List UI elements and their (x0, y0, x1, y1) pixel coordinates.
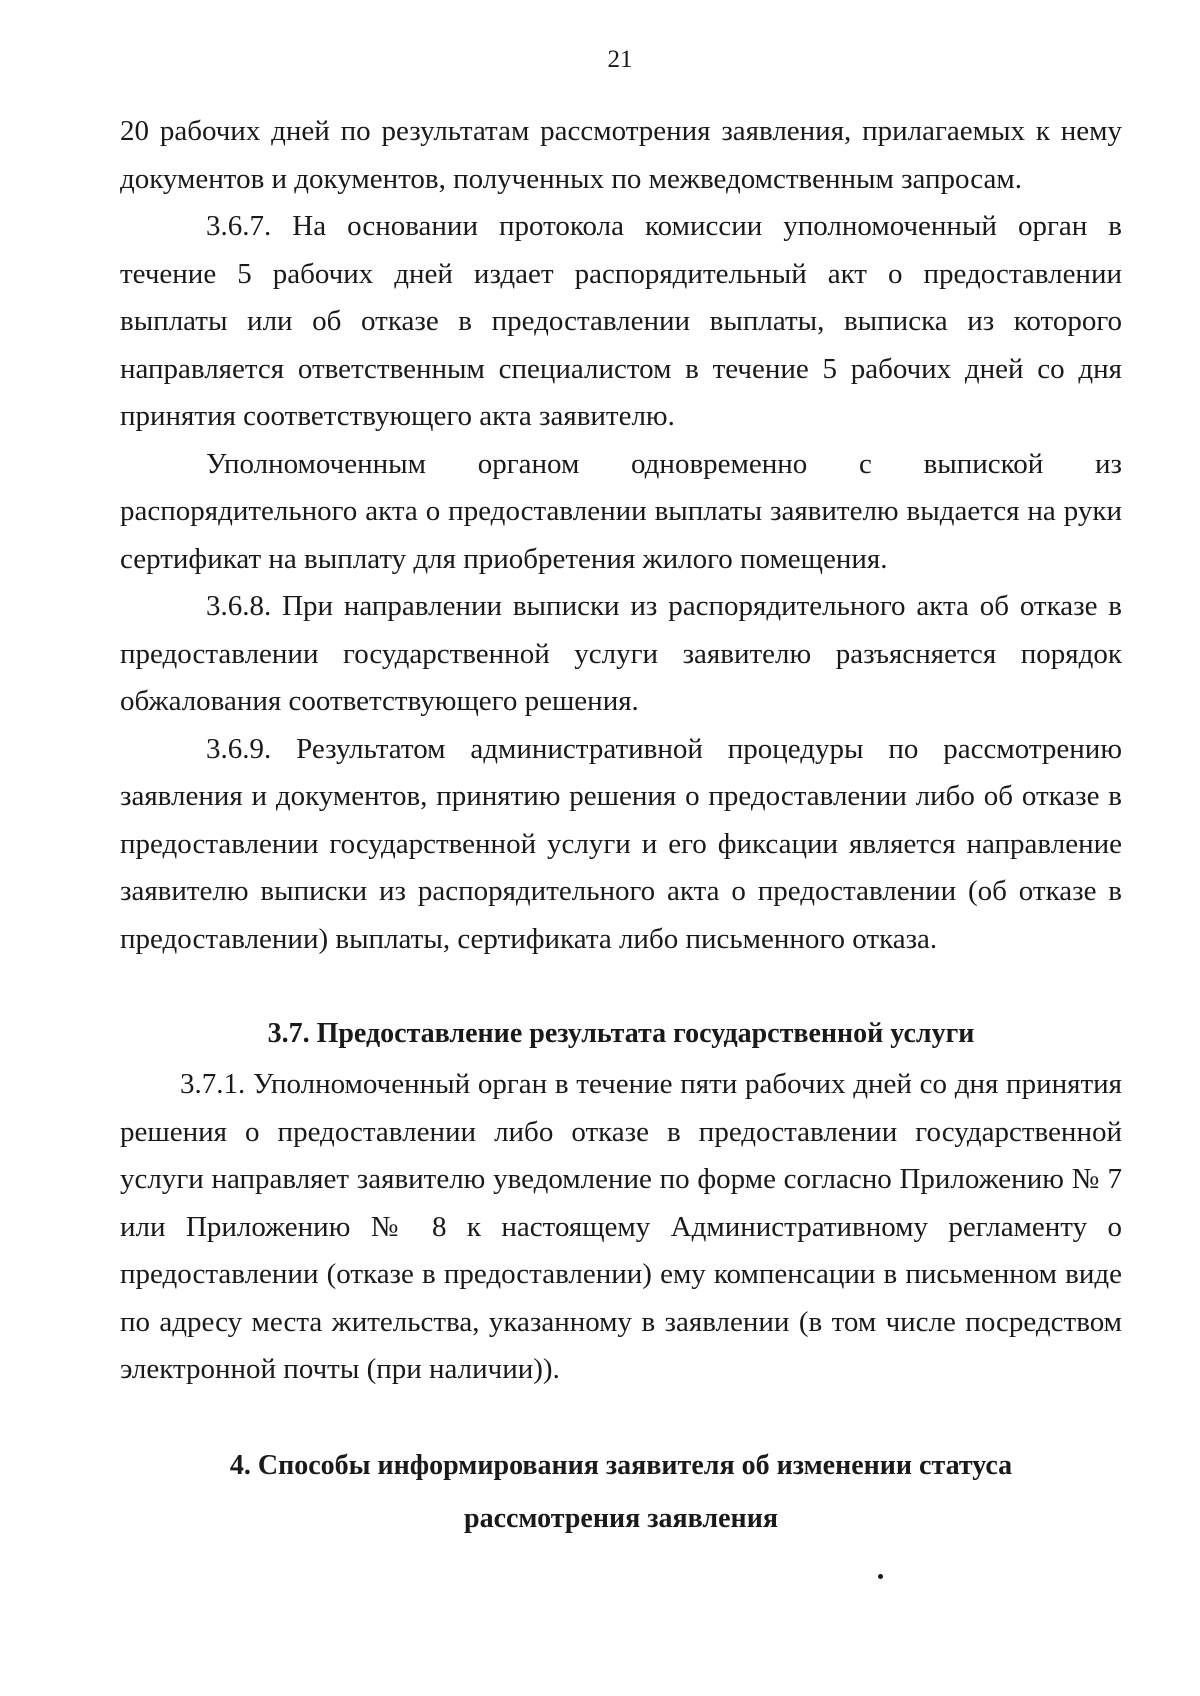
paragraph-3-6-9: 3.6.9. Результатом административной процедуры по рассмотрению заявления и документов, принятию решения о предоставлении либо об отказе в предоставлении государственной услуги и его фиксации является направление заявителю выписки из распорядительного акта о предоставлении (об отказе в предоставлении) выплаты, сертификата либо письменного отказа. (120, 732, 1122, 955)
paragraph-3-6-8: 3.6.8. При направлении выписки из распорядительного акта об отказе в предоставлении государственной услуги заявителю разъясняется порядок обжалования соответствующего решения. (120, 590, 1122, 717)
paragraph-3-6-7: 3.6.7. На основании протокола комиссии уполномоченный орган в течение 5 рабочих дней издает распорядительный акт о предоставлении выплаты или об отказе в предоставлении выплаты, выписка из которого направляется ответственным специалистом в течение 5 рабочих дней со дня принятия соответствующего акта заявителю. (120, 210, 1122, 432)
section-heading-4 (120, 1439, 1122, 1545)
section-heading-4-line-1: 4. Способы информирования заявителя об изменении статуса (229, 1449, 1013, 1481)
document-body (120, 108, 1122, 1545)
section-heading-3-7: 3.7. Предоставление результата государственной услуги (267, 1018, 975, 1049)
stray-dot-mark (878, 1574, 883, 1579)
page-number: 21 (607, 46, 633, 73)
paragraph-certificate: Уполномоченным органом одновременно с выпиской из распорядительного акта о предоставлении выплаты заявителю выдается на руки сертификат на выплату для приобретения жилого помещения. (120, 447, 1122, 575)
section-heading-4-line-2: рассмотрения заявления (464, 1502, 778, 1534)
paragraph-continuation: 20 рабочих дней по результатам рассмотрения заявления, прилагаемых к нему документов и документов, полученных по межведомственным запросам. (120, 115, 1122, 195)
paragraph-3-7-1: 3.7.1. Уполномоченный орган в течение пяти рабочих дней со дня принятия решения о предоставлении либо отказе в предоставлении государственной услуги направляет заявителю уведомление по форме согласно Приложению № 7 или Приложению № 8 к настоящему Административному регламенту о предоставлении (отказе в предоставлении) ему компенсации в письменном виде по адресу места жительства, указанному в заявлении (в том числе посредством электронной почты (при наличии)). (120, 1068, 1122, 1385)
